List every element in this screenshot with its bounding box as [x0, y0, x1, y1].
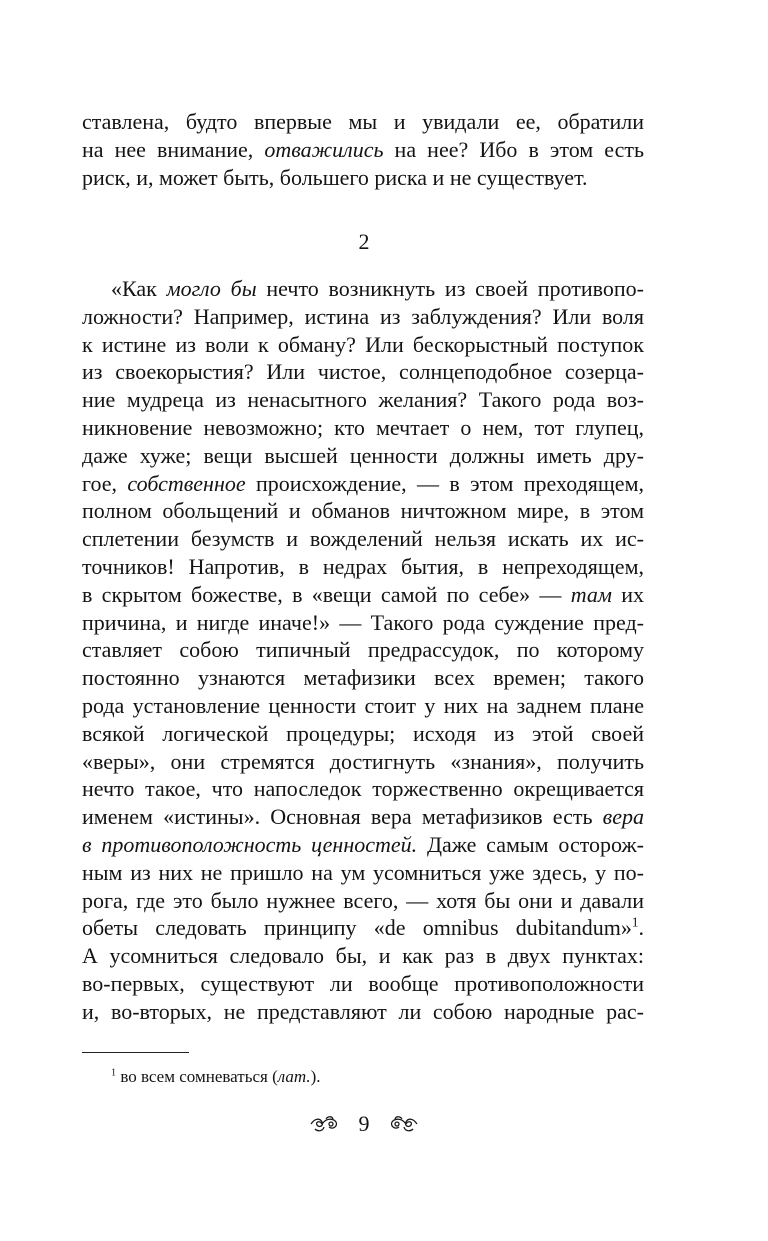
- text-line: [82, 164, 644, 191]
- text-line: [82, 497, 644, 524]
- text-line: [82, 998, 644, 1025]
- text-line: [82, 831, 644, 858]
- text-segment: рода установление ценности стоит у них на заднем плане: [82, 693, 644, 718]
- text-line: [82, 303, 644, 330]
- text-line: [82, 442, 644, 469]
- text-segment: никновение невозможно; кто мечтает о нем, тот глупец,: [82, 415, 644, 440]
- text-line: [82, 525, 644, 552]
- text-segment: даже хуже; вещи высшей ценности должны иметь дру-: [82, 442, 644, 468]
- text-segment: ставлена, будто впервые мы и увидали ее, обратили: [82, 109, 644, 134]
- text-segment: нечто возникнуть из своей противопо-: [256, 276, 644, 301]
- text-segment: нечто такое, что напоследок торжественно окрещивается: [82, 776, 644, 802]
- text-segment: в противоположность ценностей.: [82, 832, 418, 857]
- text-segment: собственное: [127, 470, 246, 496]
- footnote-italic: лат.: [277, 1067, 311, 1086]
- text-segment: сплетении безумств и вожделений нельзя искать их ис-: [82, 526, 644, 552]
- text-segment: на нее? Ибо в этом есть: [383, 136, 645, 162]
- footnote: [111, 1066, 321, 1088]
- text-line: [82, 581, 644, 608]
- text-segment: могло бы: [166, 276, 257, 301]
- text-segment: «веры», они стремятся достигнуть «знания», получить: [82, 748, 644, 774]
- text-line: [82, 386, 644, 413]
- text-segment: .: [638, 915, 644, 941]
- page-footer: [0, 1108, 728, 1137]
- text-segment: Даже самым осторож-: [417, 832, 645, 857]
- footnote-text: во всем сомневаться (: [116, 1067, 278, 1086]
- text-segment: постоянно узнаются метафизики всех времен; такого: [82, 665, 644, 691]
- text-segment: «Как: [111, 276, 167, 301]
- text-line: [82, 748, 644, 775]
- text-line: [111, 275, 644, 302]
- ornament-left-icon: [309, 1115, 339, 1133]
- text-line: [82, 553, 644, 580]
- text-line: [82, 636, 644, 663]
- text-segment: из своекорыстия? Или чистое, солнцеподобное созерца-: [82, 359, 644, 385]
- text-line: [82, 108, 644, 135]
- text-segment: причина, и нигде иначе!» — Такого рода суждение пред-: [82, 609, 644, 635]
- footnote-marker: 1: [111, 1067, 117, 1079]
- section-number: 2: [358, 229, 370, 254]
- text-segment: к истине из воли к обману? Или бескорыстный поступок: [82, 331, 644, 357]
- page-number: 9: [358, 1111, 370, 1137]
- text-line: [82, 664, 644, 691]
- text-line: [82, 914, 644, 941]
- text-line: [82, 414, 644, 441]
- text-line: [82, 470, 644, 497]
- text-segment: 1: [631, 915, 639, 931]
- text-segment: риск, и, может быть, большего риска и не существует.: [82, 164, 588, 190]
- text-line: [82, 970, 644, 997]
- text-line: [82, 775, 644, 802]
- text-line: [82, 358, 644, 385]
- text-segment: именем «истины». Основная вера метафизиков есть: [82, 804, 603, 830]
- text-segment: на нее внимание,: [82, 136, 265, 162]
- text-segment: точников! Напротив, в недрах бытия, в непреходящем,: [82, 554, 644, 579]
- text-segment: ставляет собою типичный предрассудок, по которому: [82, 637, 644, 663]
- text-segment: полном обольщений и обманов ничтожном мире, в этом: [82, 498, 644, 524]
- text-line: [82, 887, 644, 914]
- text-segment: гое,: [82, 470, 128, 496]
- text-segment: там: [570, 581, 612, 607]
- text-line: [82, 859, 644, 886]
- footnote-separator: [82, 1052, 189, 1053]
- text-segment: всякой логической процедуры; исходя из этой своей: [82, 720, 644, 746]
- footnote-tail: ).: [310, 1067, 321, 1086]
- text-line: [82, 692, 644, 719]
- ornament-right-icon: [389, 1115, 419, 1133]
- text-segment: обеты следовать принципу «de omnibus dubitandum»: [82, 915, 632, 941]
- text-line: [82, 136, 644, 163]
- text-line: [82, 720, 644, 747]
- text-line: [82, 803, 644, 830]
- text-line: [82, 942, 644, 969]
- text-line: [82, 609, 644, 636]
- text-segment: ние мудреца из ненасытного желания? Такого рода воз-: [82, 387, 644, 413]
- text-segment: вера: [602, 804, 644, 830]
- text-segment: А усомниться следовало бы, и как раз в двух пунктах:: [82, 943, 644, 969]
- text-segment: рога, где это было нужнее всего, — хотя бы они и давали: [82, 887, 644, 913]
- text-segment: их: [611, 581, 645, 607]
- text-segment: в скрытом божестве, в «вещи самой по себе» —: [82, 581, 571, 607]
- text-segment: происхождение, — в этом преходящем,: [245, 470, 644, 496]
- text-segment: отважились: [264, 136, 384, 162]
- text-segment: ложности? Например, истина из заблуждения? Или воля: [82, 303, 644, 329]
- text-segment: и, во-вторых, не представляют ли собою народные рас-: [82, 998, 644, 1024]
- text-line: [82, 331, 644, 358]
- text-segment: ным из них не пришло на ум усомниться уже здесь, у по-: [82, 859, 644, 885]
- text-segment: во-первых, существуют ли вообще противоположности: [82, 971, 644, 996]
